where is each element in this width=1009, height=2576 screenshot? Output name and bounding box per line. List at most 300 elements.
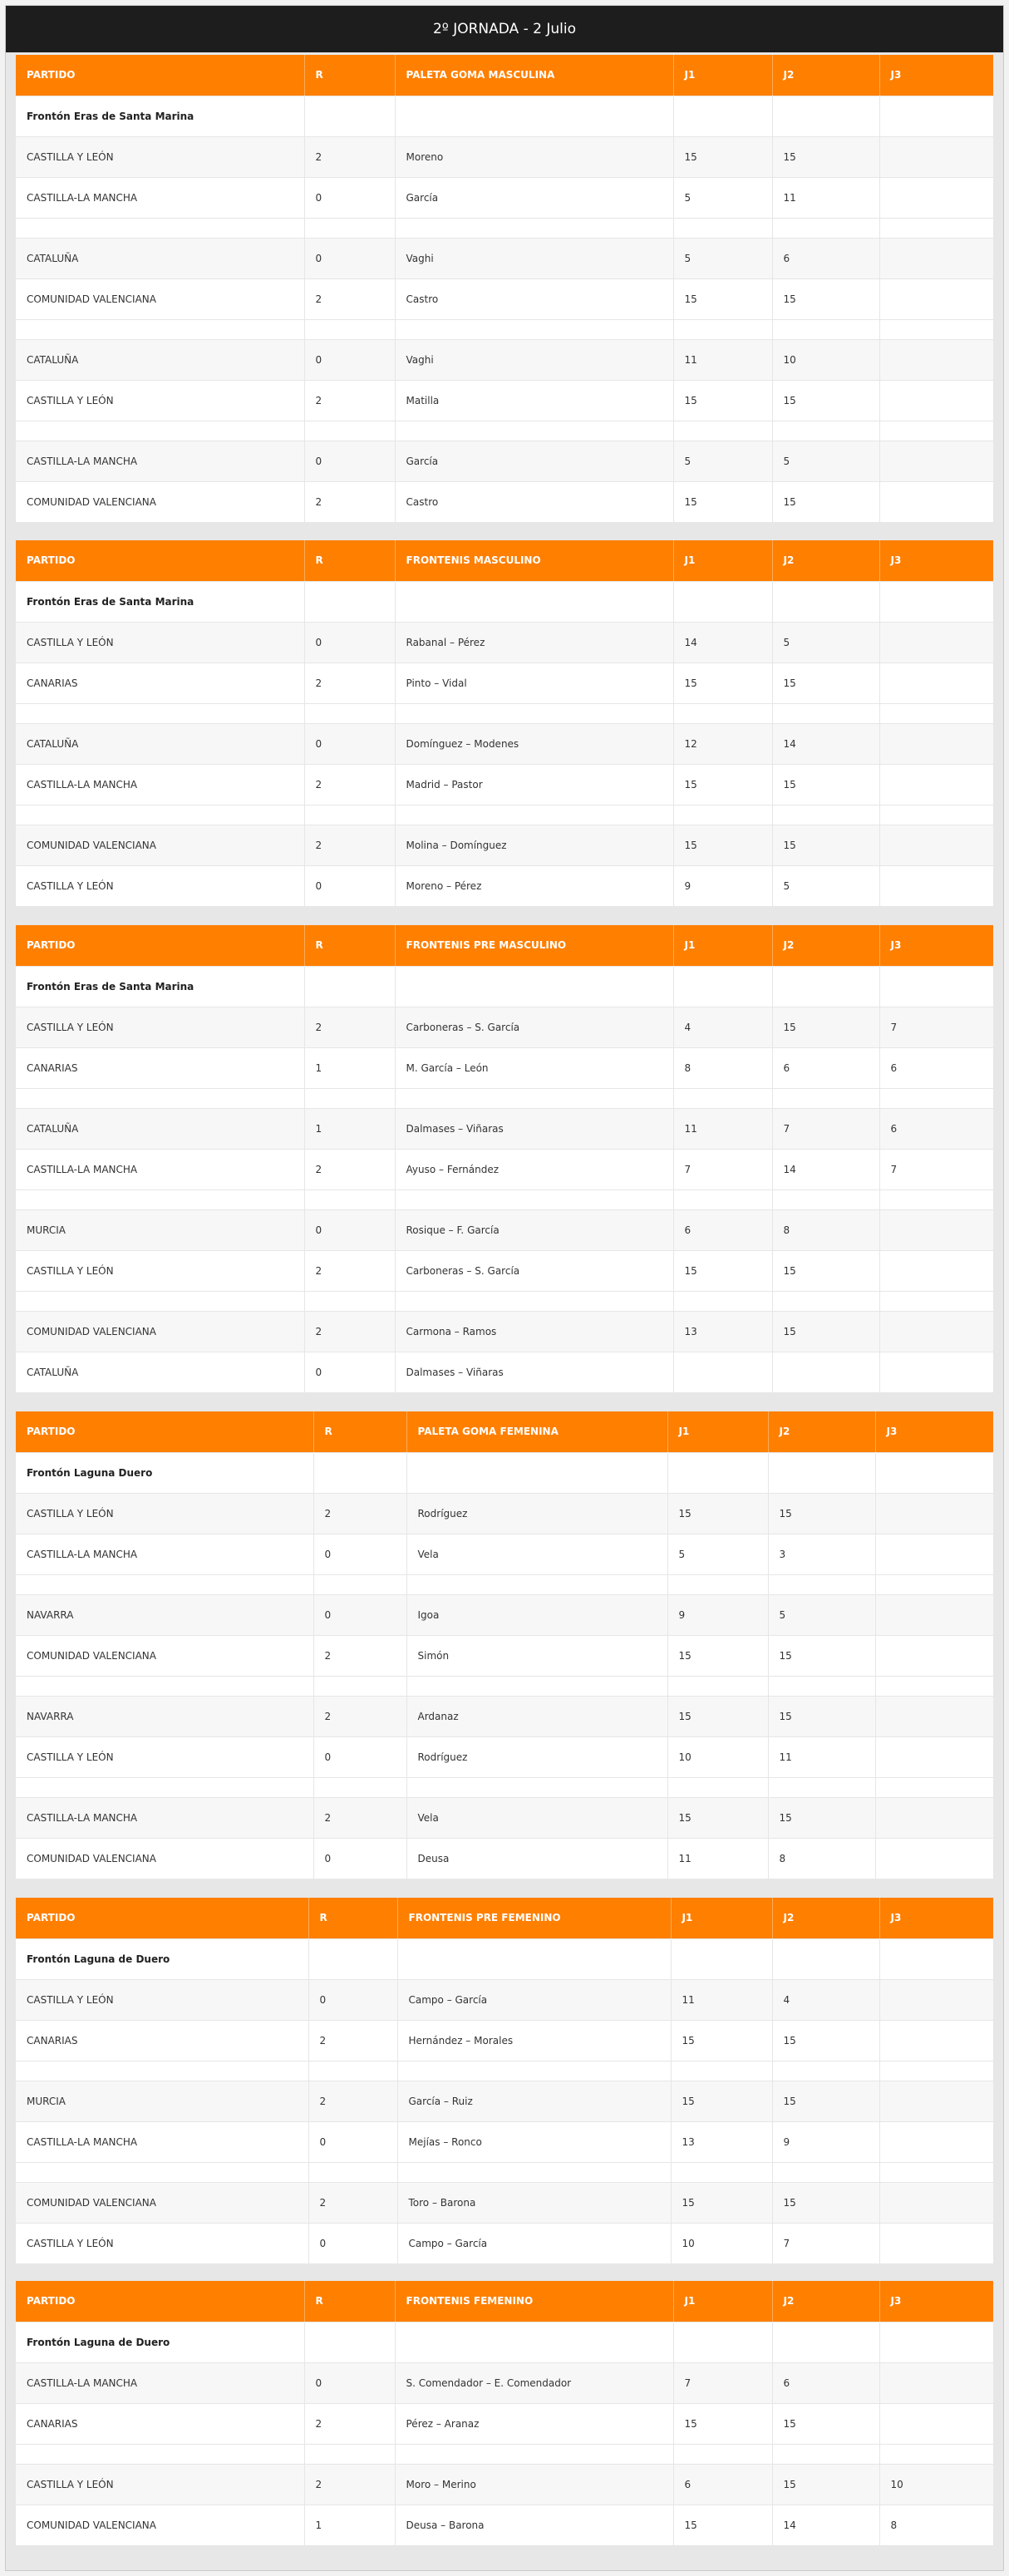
empty-cell: [772, 966, 879, 1007]
partido-cell: CASTILLA-LA MANCHA: [16, 1149, 304, 1189]
j1-cell: 13: [673, 1311, 772, 1352]
empty-cell: [16, 1777, 313, 1797]
result-cell: 1: [304, 1047, 395, 1088]
j2-cell: 5: [772, 865, 879, 906]
j2-cell: 15: [768, 1797, 875, 1838]
result-cell: 1: [304, 1108, 395, 1149]
partido-cell: CASTILLA Y LEÓN: [16, 1493, 313, 1534]
j2-cell: 15: [772, 2403, 879, 2444]
empty-cell: [406, 1777, 667, 1797]
j3-cell: [879, 136, 993, 177]
empty-cell: [673, 581, 772, 622]
table-row: [16, 1493, 993, 1534]
j2-cell: 15: [772, 136, 879, 177]
empty-cell: [879, 96, 993, 136]
empty-cell: [772, 2444, 879, 2464]
players-cell: Igoa: [406, 1594, 667, 1635]
partido-cell: COMUNIDAD VALENCIANA: [16, 481, 304, 522]
players-cell: Hernández – Morales: [397, 2020, 671, 2061]
j2-cell: 14: [772, 1149, 879, 1189]
players-cell: Ardanaz: [406, 1696, 667, 1736]
partido-cell: CASTILLA Y LEÓN: [16, 1007, 304, 1047]
empty-cell: [768, 1452, 875, 1493]
header-j1: J1: [667, 1411, 768, 1452]
j3-cell: [875, 1736, 993, 1777]
result-cell: 2: [308, 2081, 397, 2121]
j1-cell: 11: [671, 1979, 772, 2020]
empty-cell: [673, 2322, 772, 2362]
result-cell: 2: [313, 1696, 406, 1736]
table-row: [16, 2081, 993, 2121]
players-cell: Moro – Merino: [395, 2464, 673, 2505]
result-cell: 0: [304, 2362, 395, 2403]
result-cell: 0: [313, 1838, 406, 1879]
j3-cell: [875, 1797, 993, 1838]
players-cell: Carmona – Ramos: [395, 1311, 673, 1352]
spacer-row: [16, 2061, 993, 2081]
partido-cell: CASTILLA-LA MANCHA: [16, 2362, 304, 2403]
j2-cell: 7: [772, 2223, 879, 2263]
j3-cell: [879, 662, 993, 703]
table-row: [16, 339, 993, 380]
j3-cell: [875, 1493, 993, 1534]
j1-cell: 15: [667, 1635, 768, 1676]
result-cell: 0: [313, 1736, 406, 1777]
empty-cell: [673, 805, 772, 825]
spacer-row: [16, 421, 993, 441]
players-cell: Rodríguez: [406, 1493, 667, 1534]
j1-cell: 15: [673, 380, 772, 421]
partido-cell: CANARIAS: [16, 1047, 304, 1088]
empty-cell: [879, 2061, 993, 2081]
header-partido: PARTIDO: [16, 55, 304, 96]
header-result: R: [304, 2281, 395, 2322]
partido-cell: CATALUÑA: [16, 1108, 304, 1149]
header-result: R: [308, 1898, 397, 1938]
empty-cell: [879, 703, 993, 723]
table-row: [16, 2223, 993, 2263]
j3-cell: 6: [879, 1047, 993, 1088]
partido-cell: CANARIAS: [16, 662, 304, 703]
j1-cell: 10: [671, 2223, 772, 2263]
partido-cell: CASTILLA-LA MANCHA: [16, 764, 304, 805]
empty-cell: [16, 319, 304, 339]
empty-cell: [16, 703, 304, 723]
result-cell: 2: [304, 278, 395, 319]
j3-cell: [879, 622, 993, 662]
j3-cell: [879, 1979, 993, 2020]
players-cell: Rosique – F. García: [395, 1209, 673, 1250]
partido-cell: CANARIAS: [16, 2020, 308, 2061]
players-cell: Matilla: [395, 380, 673, 421]
result-cell: 2: [304, 1250, 395, 1291]
empty-cell: [772, 1938, 879, 1979]
spacer-row: [16, 1676, 993, 1696]
table-row: [16, 662, 993, 703]
result-cell: 2: [313, 1797, 406, 1838]
empty-cell: [395, 2322, 673, 2362]
empty-cell: [673, 703, 772, 723]
players-cell: Castro: [395, 278, 673, 319]
j2-cell: 7: [772, 1108, 879, 1149]
page-title: 2º JORNADA - 2 Julio: [6, 6, 1003, 52]
partido-cell: CATALUÑA: [16, 238, 304, 278]
empty-cell: [772, 703, 879, 723]
table-row: [16, 2182, 993, 2223]
j1-cell: 15: [673, 481, 772, 522]
j2-cell: 14: [772, 723, 879, 764]
j1-cell: 12: [673, 723, 772, 764]
empty-cell: [671, 1938, 772, 1979]
empty-cell: [768, 1574, 875, 1594]
header-result: R: [313, 1411, 406, 1452]
table-row: [16, 2020, 993, 2061]
table-row: [16, 2121, 993, 2162]
partido-cell: COMUNIDAD VALENCIANA: [16, 278, 304, 319]
table-row: [16, 1635, 993, 1676]
players-cell: Vela: [406, 1797, 667, 1838]
empty-cell: [304, 218, 395, 238]
table-row: [16, 481, 993, 522]
j3-cell: [879, 764, 993, 805]
table-row: [16, 865, 993, 906]
header-players: FRONTENIS PRE FEMENINO: [397, 1898, 671, 1938]
result-cell: 2: [304, 764, 395, 805]
result-cell: 2: [304, 2403, 395, 2444]
result-cell: 2: [304, 825, 395, 865]
players-cell: Deusa – Barona: [395, 2505, 673, 2545]
partido-cell: CASTILLA Y LEÓN: [16, 1250, 304, 1291]
result-cell: 2: [313, 1493, 406, 1534]
empty-cell: [304, 805, 395, 825]
header-j2: J2: [768, 1411, 875, 1452]
j2-cell: 15: [772, 662, 879, 703]
empty-cell: [772, 319, 879, 339]
j3-cell: [879, 865, 993, 906]
empty-cell: [395, 2444, 673, 2464]
venue-row: [16, 96, 993, 136]
j3-cell: [879, 441, 993, 481]
venue-name: Frontón Laguna de Duero: [16, 2322, 304, 2362]
empty-cell: [304, 319, 395, 339]
empty-cell: [16, 421, 304, 441]
j1-cell: 13: [671, 2121, 772, 2162]
j3-cell: [879, 2020, 993, 2061]
j3-cell: [875, 1534, 993, 1574]
spacer-row: [16, 1574, 993, 1594]
j2-cell: 8: [772, 1209, 879, 1250]
empty-cell: [395, 96, 673, 136]
table-row: [16, 2505, 993, 2545]
empty-cell: [397, 2162, 671, 2182]
j2-cell: 3: [768, 1534, 875, 1574]
j1-cell: 9: [673, 865, 772, 906]
j2-cell: 15: [772, 1250, 879, 1291]
header-result: R: [304, 925, 395, 966]
header-players: PALETA GOMA FEMENINA: [406, 1411, 667, 1452]
partido-cell: COMUNIDAD VALENCIANA: [16, 1635, 313, 1676]
j3-cell: [879, 380, 993, 421]
players-cell: Domínguez – Modenes: [395, 723, 673, 764]
j3-cell: [879, 2081, 993, 2121]
j1-cell: 15: [673, 662, 772, 703]
empty-cell: [308, 2162, 397, 2182]
players-cell: García: [395, 177, 673, 218]
table-row: [16, 1108, 993, 1149]
empty-cell: [308, 2061, 397, 2081]
partido-cell: NAVARRA: [16, 1594, 313, 1635]
players-cell: Simón: [406, 1635, 667, 1676]
j3-cell: [879, 2362, 993, 2403]
j2-cell: 15: [772, 825, 879, 865]
players-cell: Vela: [406, 1534, 667, 1574]
results-table: [16, 925, 993, 1392]
empty-cell: [875, 1676, 993, 1696]
empty-cell: [395, 319, 673, 339]
j2-cell: 6: [772, 1047, 879, 1088]
empty-cell: [16, 1676, 313, 1696]
j1-cell: 10: [667, 1736, 768, 1777]
j2-cell: 15: [772, 2182, 879, 2223]
j1-cell: 11: [673, 1108, 772, 1149]
empty-cell: [772, 421, 879, 441]
j3-cell: [879, 481, 993, 522]
venue-row: [16, 1452, 993, 1493]
empty-cell: [395, 1088, 673, 1108]
players-cell: Rodríguez: [406, 1736, 667, 1777]
table-row: [16, 2362, 993, 2403]
empty-cell: [673, 319, 772, 339]
j3-cell: [879, 723, 993, 764]
j1-cell: 15: [673, 136, 772, 177]
j3-cell: [875, 1635, 993, 1676]
results-table: [16, 1411, 993, 1879]
empty-cell: [879, 1189, 993, 1209]
empty-cell: [772, 96, 879, 136]
empty-cell: [879, 421, 993, 441]
j2-cell: 11: [772, 177, 879, 218]
result-cell: 0: [304, 441, 395, 481]
empty-cell: [879, 1088, 993, 1108]
empty-cell: [772, 1189, 879, 1209]
result-cell: 2: [304, 136, 395, 177]
spacer-row: [16, 2444, 993, 2464]
partido-cell: COMUNIDAD VALENCIANA: [16, 2182, 308, 2223]
empty-cell: [667, 1777, 768, 1797]
table-row: [16, 1736, 993, 1777]
empty-cell: [673, 421, 772, 441]
players-cell: Pinto – Vidal: [395, 662, 673, 703]
j1-cell: 5: [673, 441, 772, 481]
j2-cell: 15: [768, 1493, 875, 1534]
result-cell: 2: [304, 1149, 395, 1189]
empty-cell: [304, 2322, 395, 2362]
results-table: [16, 540, 993, 906]
j3-cell: 7: [879, 1149, 993, 1189]
header-j3: J3: [879, 540, 993, 581]
j1-cell: 15: [667, 1797, 768, 1838]
empty-cell: [313, 1574, 406, 1594]
j2-cell: 15: [772, 2020, 879, 2061]
header-players: FRONTENIS PRE MASCULINO: [395, 925, 673, 966]
header-j3: J3: [875, 1411, 993, 1452]
empty-cell: [16, 1088, 304, 1108]
j2-cell: 15: [768, 1696, 875, 1736]
empty-cell: [673, 966, 772, 1007]
empty-cell: [768, 1777, 875, 1797]
j3-cell: [879, 1209, 993, 1250]
table-row: [16, 238, 993, 278]
j1-cell: 15: [673, 825, 772, 865]
empty-cell: [673, 1189, 772, 1209]
j1-cell: 15: [673, 2505, 772, 2545]
spacer-row: [16, 1189, 993, 1209]
j1-cell: 15: [673, 2403, 772, 2444]
players-cell: García: [395, 441, 673, 481]
page-frame: [5, 5, 1004, 2571]
empty-cell: [304, 1189, 395, 1209]
empty-cell: [772, 805, 879, 825]
j2-cell: 15: [772, 481, 879, 522]
j2-cell: 11: [768, 1736, 875, 1777]
table-header-row: [16, 55, 993, 96]
players-cell: Madrid – Pastor: [395, 764, 673, 805]
table-row: [16, 1979, 993, 2020]
result-cell: 0: [304, 238, 395, 278]
spacer-row: [16, 218, 993, 238]
empty-cell: [879, 319, 993, 339]
header-j3: J3: [879, 1898, 993, 1938]
players-cell: Dalmases – Viñaras: [395, 1108, 673, 1149]
j1-cell: 6: [673, 1209, 772, 1250]
empty-cell: [406, 1452, 667, 1493]
partido-cell: MURCIA: [16, 1209, 304, 1250]
result-cell: 0: [313, 1594, 406, 1635]
empty-cell: [667, 1574, 768, 1594]
j2-cell: 8: [768, 1838, 875, 1879]
j1-cell: 7: [673, 2362, 772, 2403]
empty-cell: [395, 421, 673, 441]
empty-cell: [16, 1574, 313, 1594]
players-cell: Carboneras – S. García: [395, 1250, 673, 1291]
partido-cell: CASTILLA-LA MANCHA: [16, 441, 304, 481]
empty-cell: [397, 1938, 671, 1979]
players-cell: García – Ruiz: [397, 2081, 671, 2121]
j3-cell: [879, 2182, 993, 2223]
result-cell: 0: [308, 1979, 397, 2020]
j3-cell: 7: [879, 1007, 993, 1047]
j2-cell: 15: [768, 1635, 875, 1676]
table-row: [16, 1209, 993, 1250]
j1-cell: 5: [673, 177, 772, 218]
result-cell: 2: [308, 2020, 397, 2061]
j3-cell: [875, 1696, 993, 1736]
header-players: PALETA GOMA MASCULINA: [395, 55, 673, 96]
venue-row: [16, 966, 993, 1007]
j2-cell: 5: [768, 1594, 875, 1635]
empty-cell: [395, 581, 673, 622]
empty-cell: [397, 2061, 671, 2081]
j2-cell: 6: [772, 2362, 879, 2403]
result-cell: 0: [304, 339, 395, 380]
table-row: [16, 1311, 993, 1352]
empty-cell: [395, 966, 673, 1007]
table-row: [16, 2403, 993, 2444]
empty-cell: [879, 966, 993, 1007]
players-cell: Moreno – Pérez: [395, 865, 673, 906]
players-cell: Vaghi: [395, 339, 673, 380]
table-row: [16, 1047, 993, 1088]
result-cell: 0: [304, 723, 395, 764]
partido-cell: COMUNIDAD VALENCIANA: [16, 825, 304, 865]
j3-cell: [879, 278, 993, 319]
spacer-row: [16, 1777, 993, 1797]
result-cell: 2: [308, 2182, 397, 2223]
empty-cell: [875, 1777, 993, 1797]
partido-cell: COMUNIDAD VALENCIANA: [16, 1311, 304, 1352]
results-table: [16, 55, 993, 522]
venue-name: Frontón Eras de Santa Marina: [16, 581, 304, 622]
empty-cell: [772, 1088, 879, 1108]
header-j1: J1: [671, 1898, 772, 1938]
partido-cell: CASTILLA Y LEÓN: [16, 1736, 313, 1777]
header-partido: PARTIDO: [16, 1898, 308, 1938]
j3-cell: [879, 238, 993, 278]
table-header-row: [16, 1411, 993, 1452]
j2-cell: 15: [772, 1311, 879, 1352]
j3-cell: [875, 1594, 993, 1635]
header-partido: PARTIDO: [16, 2281, 304, 2322]
result-cell: 1: [304, 2505, 395, 2545]
spacer-row: [16, 703, 993, 723]
empty-cell: [406, 1574, 667, 1594]
j1-cell: 15: [667, 1493, 768, 1534]
empty-cell: [667, 1676, 768, 1696]
j3-cell: [879, 2403, 993, 2444]
partido-cell: CASTILLA Y LEÓN: [16, 622, 304, 662]
players-cell: Toro – Barona: [397, 2182, 671, 2223]
spacer-row: [16, 805, 993, 825]
empty-cell: [16, 2162, 308, 2182]
j3-cell: [875, 1838, 993, 1879]
results-table: [16, 1898, 993, 2263]
table-row: [16, 1594, 993, 1635]
result-cell: 0: [304, 177, 395, 218]
empty-cell: [673, 1291, 772, 1311]
venue-name: Frontón Eras de Santa Marina: [16, 96, 304, 136]
result-cell: 0: [304, 622, 395, 662]
partido-cell: CATALUÑA: [16, 723, 304, 764]
header-players: FRONTENIS MASCULINO: [395, 540, 673, 581]
empty-cell: [673, 218, 772, 238]
empty-cell: [304, 581, 395, 622]
empty-cell: [772, 1291, 879, 1311]
j2-cell: 9: [772, 2121, 879, 2162]
j3-cell: [879, 2223, 993, 2263]
result-cell: 2: [304, 1311, 395, 1352]
header-j1: J1: [673, 55, 772, 96]
table-row: [16, 764, 993, 805]
j1-cell: 15: [667, 1696, 768, 1736]
players-cell: Vaghi: [395, 238, 673, 278]
result-cell: 0: [308, 2121, 397, 2162]
partido-cell: CASTILLA Y LEÓN: [16, 865, 304, 906]
empty-cell: [673, 96, 772, 136]
header-j3: J3: [879, 925, 993, 966]
header-partido: PARTIDO: [16, 1411, 313, 1452]
j3-cell: [879, 1352, 993, 1392]
partido-cell: CASTILLA-LA MANCHA: [16, 1534, 313, 1574]
